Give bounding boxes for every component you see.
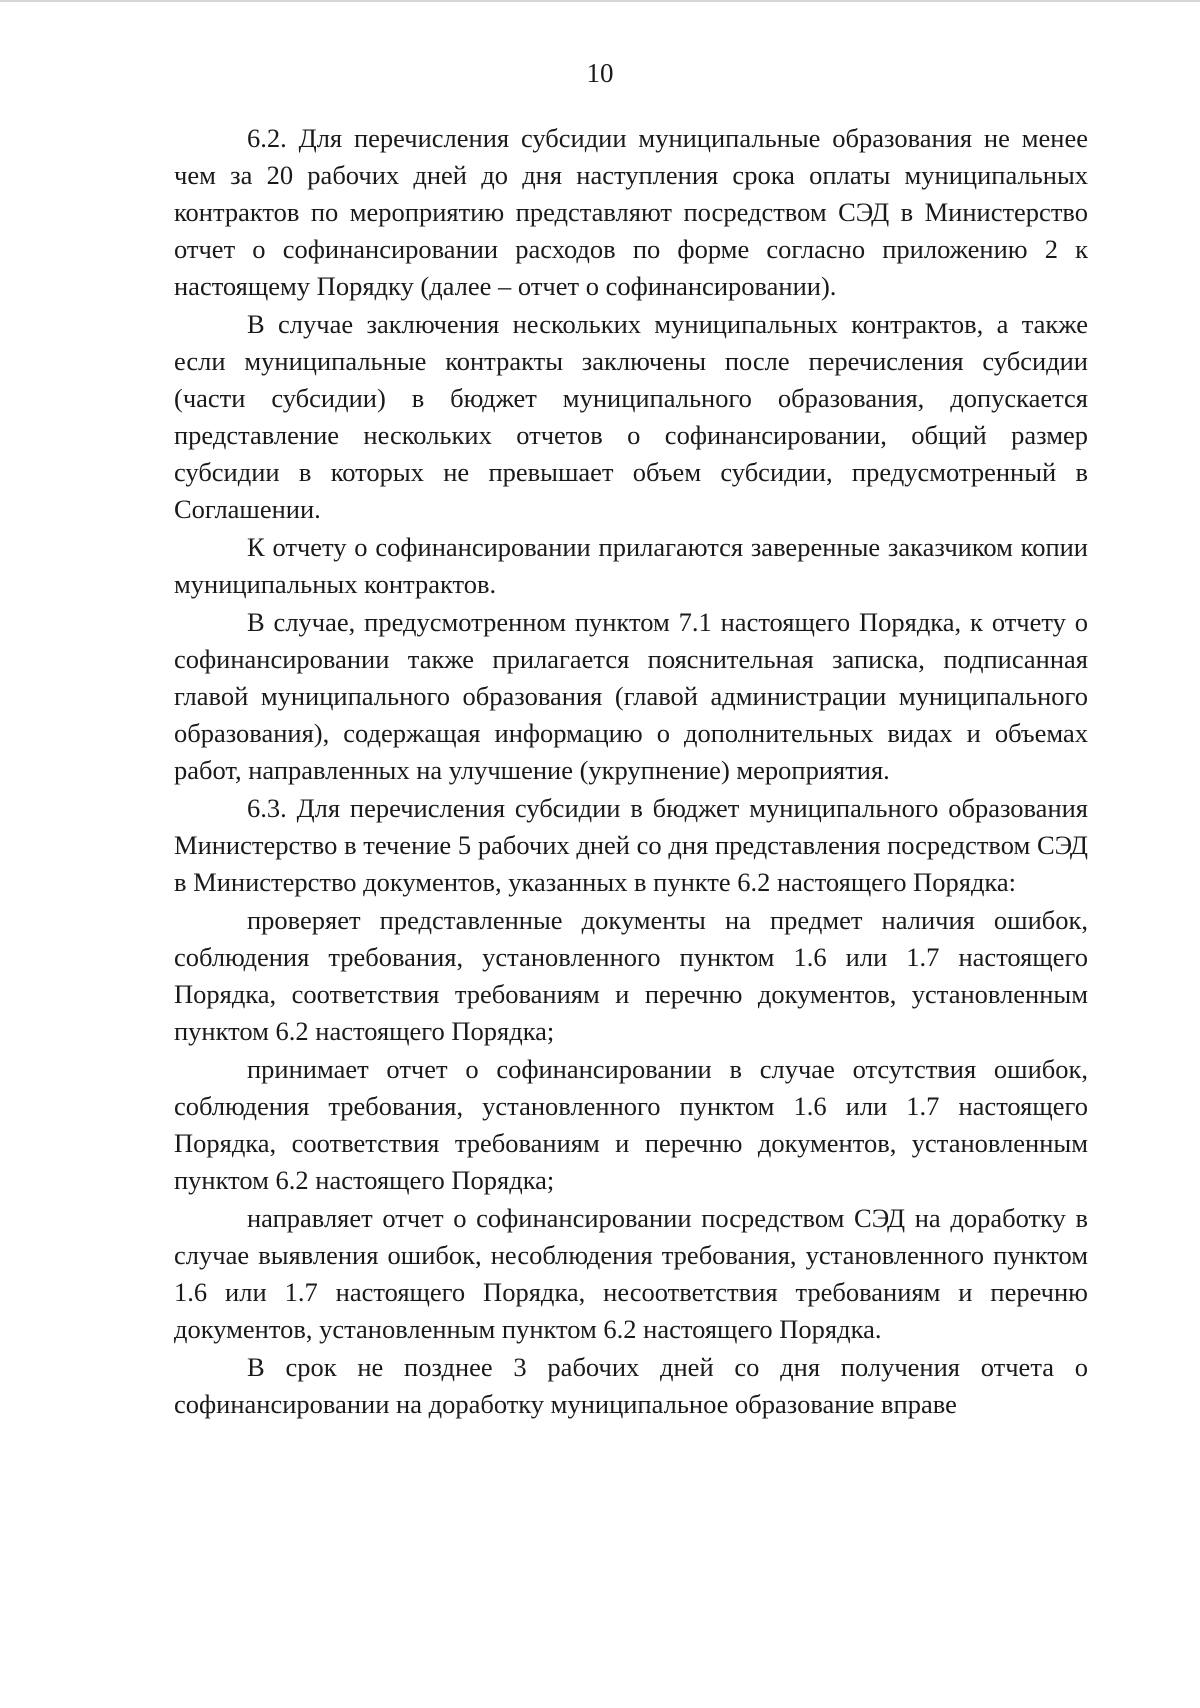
paragraph-checks-documents: проверяет представленные документы на предмет наличия ошибок, соблюдения требования, установленного пунктом 1.6 или 1.7 настоящего Порядка, соответствия требованиям и перечню документов, установленным пунктом 6.2 настоящего Порядка; — [174, 905, 1088, 1046]
paragraph-6-3: 6.3. Для перечисления субсидии в бюджет муниципального образования Министерство в течение 5 рабочих дней со дня представления посредством СЭД в Министерство документов, указанных в пункте 6.2 настоящего Порядка: — [174, 793, 1088, 897]
paragraph-report-attachments: К отчету о софинансировании прилагаются заверенные заказчиком копии муниципальных контрактов. — [174, 532, 1088, 599]
paragraph-multiple-contracts: В случае заключения нескольких муниципальных контрактов, а также если муниципальные контракты заключены после перечисления субсидии (части субсидии) в бюджет муниципального образования, допускается представление нескольких отчетов о софинансировании, общий размер субсидии в которых не превышает объем субсидии, предусмотренный в Соглашении. — [174, 309, 1088, 524]
page-number: 10 — [586, 58, 614, 88]
document-body — [174, 120, 1088, 1424]
paragraph-returns-report: направляет отчет о софинансировании посредством СЭД на доработку в случае выявления ошибок, несоблюдения требования, установленного пунктом 1.6 или 1.7 настоящего Порядка, несоответствия требованиям и перечню документов, установленным пунктом 6.2 настоящего Порядка. — [174, 1203, 1088, 1344]
paragraph-explanatory-note: В случае, предусмотренном пунктом 7.1 настоящего Порядка, к отчету о софинансировании также прилагается пояснительная записка, подписанная главой муниципального образования (главой администрации муниципального образования), содержащая информацию о дополнительных видах и объемах работ, направленных на улучшение (укрупнение) мероприятия. — [174, 607, 1088, 785]
paragraph-accepts-report: принимает отчет о софинансировании в случае отсутствия ошибок, соблюдения требования, установленного пунктом 1.6 или 1.7 настоящего Порядка, соответствия требованиям и перечню документов, установленным пунктом 6.2 настоящего Порядка; — [174, 1054, 1088, 1195]
paragraph-6-2: 6.2. Для перечисления субсидии муниципальные образования не менее чем за 20 рабочих дней до дня наступления срока оплаты муниципальных контрактов по мероприятию представляют посредством СЭД в Министерство отчет о софинансировании расходов по форме согласно приложению 2 к настоящему Порядку (далее – отчет о софинансировании). — [174, 123, 1088, 301]
paragraph-revision-deadline: В срок не позднее 3 рабочих дней со дня получения отчета о софинансировании на доработку муниципальное образование вправе — [174, 1352, 1088, 1419]
scan-edge-line — [0, 0, 1200, 2]
